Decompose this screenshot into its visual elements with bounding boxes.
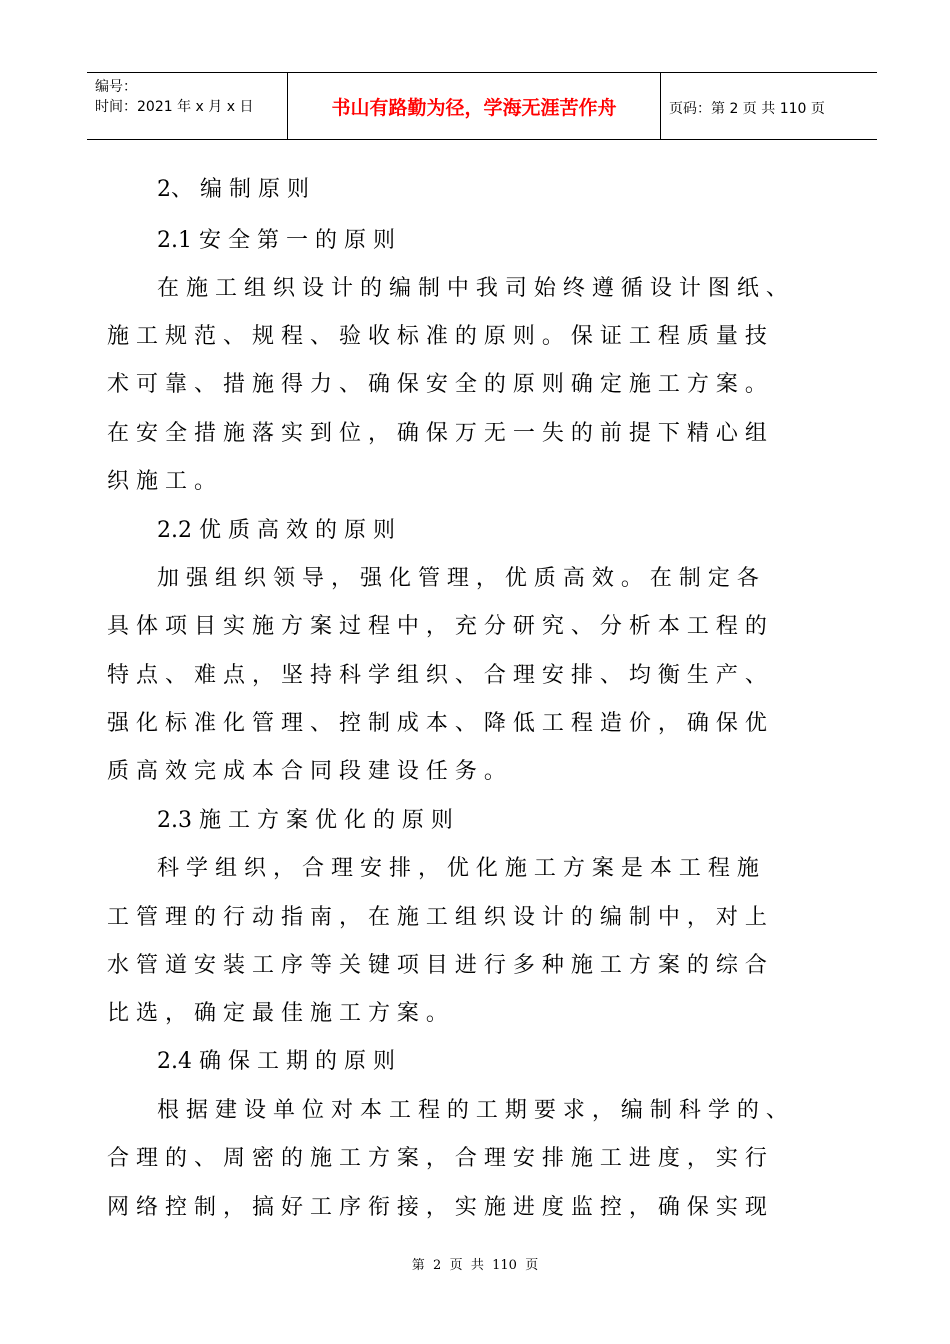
paragraph-line: 科 学 组 织 ， 合 理 安 排 ， 优 化 施 工 方 案 是 本 工 程 施 — [157, 856, 759, 881]
paragraph-line: 加 强 组 织 领 导 ， 强 化 管 理 ， 优 质 高 效 。 在 制 定 各 — [157, 566, 759, 591]
header-page-info: 页码：第 2 页 共 110 页 — [669, 101, 825, 117]
paragraph-line: 特 点 、 难 点 ， 坚 持 科 学 组 织 、 合 理 安 排 、 均 衡 生 产 、 — [107, 663, 767, 688]
section-heading: 2、 编 制 原 则 — [157, 177, 309, 202]
paragraph-line: 根 据 建 设 单 位 对 本 工 程 的 工 期 要 求 ， 编 制 科 学 的 、 — [157, 1098, 788, 1123]
subsection-heading: 2.1 安 全 第 一 的 原 则 — [157, 228, 395, 253]
document-time-label: 时间：2021 年 x 月 x 日 — [95, 99, 254, 115]
page-header — [87, 72, 877, 140]
paragraph-line: 在 施 工 组 织 设 计 的 编 制 中 我 司 始 终 遵 循 设 计 图 纸 、 — [157, 276, 788, 301]
paragraph-line: 水 管 道 安 装 工 序 等 关 键 项 目 进 行 多 种 施 工 方 案 的 综 合 — [107, 953, 767, 978]
paragraph-line: 比 选 ， 确 定 最 佳 施 工 方 案 。 — [107, 1001, 448, 1026]
paragraph-line: 具 体 项 目 实 施 方 案 过 程 中 ， 充 分 研 究 、 分 析 本 工 程 的 — [107, 614, 767, 639]
subsection-heading: 2.4 确 保 工 期 的 原 则 — [157, 1049, 395, 1074]
paragraph-line: 网 络 控 制 ， 搞 好 工 序 衔 接 ， 实 施 进 度 监 控 ， 确 保 实 现 — [107, 1195, 767, 1220]
paragraph-line: 术 可 靠 、 措 施 得 力 、 确 保 安 全 的 原 则 确 定 施 工 方 案 。 — [107, 372, 767, 397]
page-footer: 第 2 页 共 110 页 — [411, 1258, 539, 1273]
header-motto: 书山有路勤为径，学海无涯苦作舟 — [331, 97, 617, 119]
subsection-heading: 2.2 优 质 高 效 的 原 则 — [157, 518, 395, 543]
paragraph-line: 工 管 理 的 行 动 指 南 ， 在 施 工 组 织 设 计 的 编 制 中 ， 对 上 — [107, 905, 767, 930]
paragraph-line: 在 安 全 措 施 落 实 到 位 ， 确 保 万 无 一 失 的 前 提 下 精 心 组 — [107, 421, 767, 446]
header-divider — [660, 73, 661, 139]
paragraph-line: 质 高 效 完 成 本 合 同 段 建 设 任 务 。 — [107, 759, 506, 784]
paragraph-line: 强 化 标 准 化 管 理 、 控 制 成 本 、 降 低 工 程 造 价 ， 确 保 优 — [107, 711, 767, 736]
document-number-label: 编号： — [95, 79, 137, 95]
paragraph-line: 织 施 工 。 — [107, 469, 216, 494]
paragraph-line: 合 理 的 、 周 密 的 施 工 方 案 ， 合 理 安 排 施 工 进 度 ， 实 行 — [107, 1146, 767, 1171]
subsection-heading: 2.3 施 工 方 案 优 化 的 原 则 — [157, 808, 453, 833]
header-meta — [95, 77, 253, 117]
paragraph-line: 施 工 规 范 、 规 程 、 验 收 标 准 的 原 则 。 保 证 工 程 质 量 技 — [107, 324, 767, 349]
